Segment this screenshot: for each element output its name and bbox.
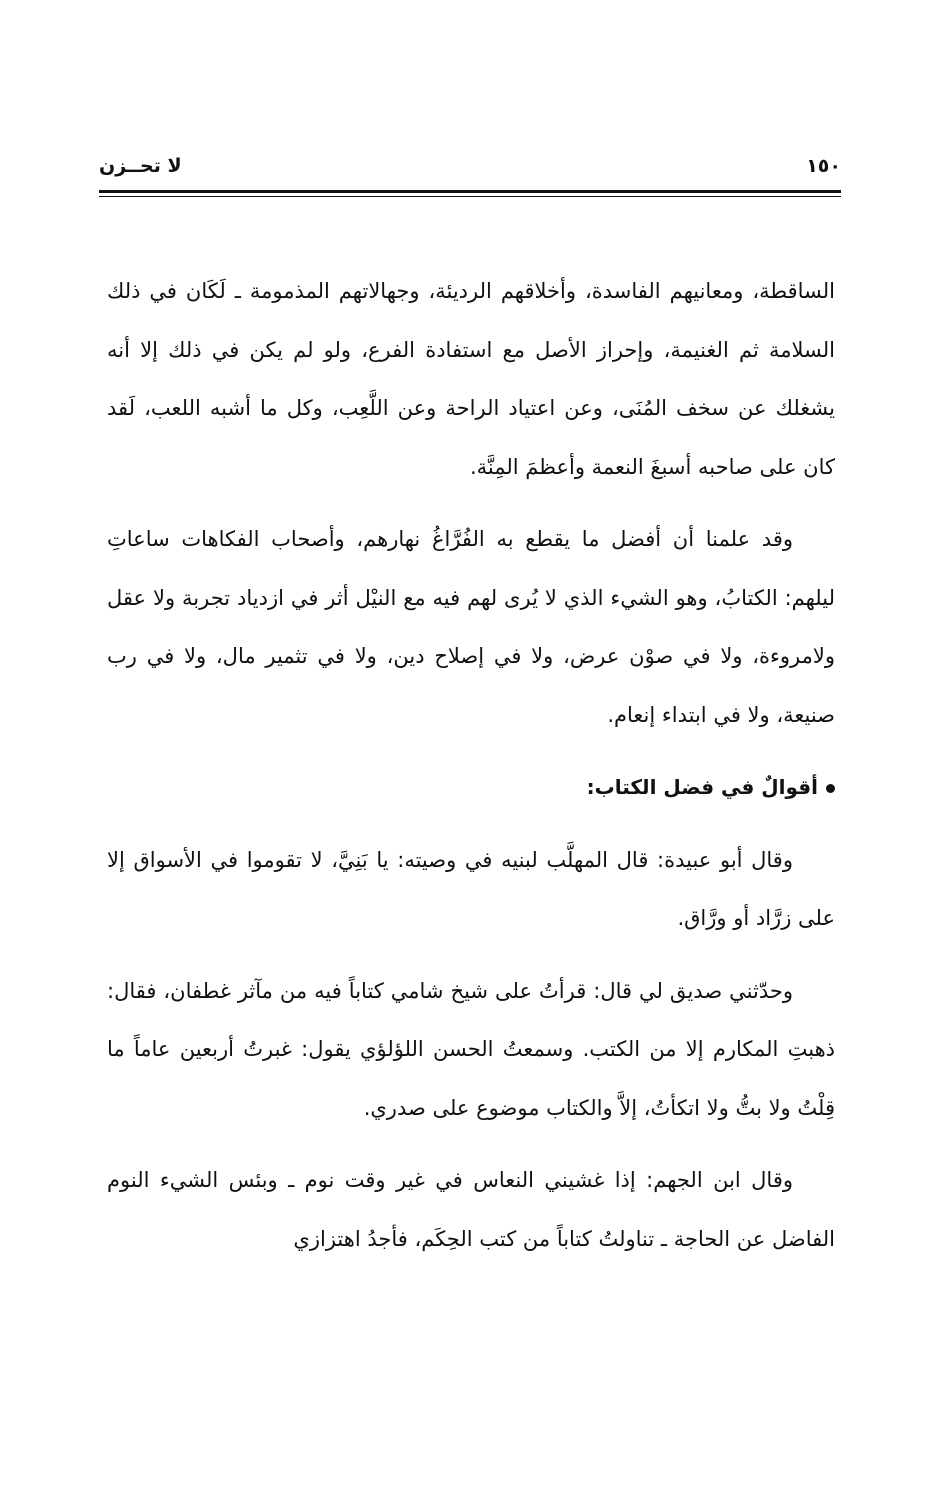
paragraph-3: وقال أبو عبيدة: قال المهلَّب لبنيه في وصيته: يا بَنِيَّ، لا تقوموا في الأسواق إلا على زرَّاد أو ورَّاق. (107, 847, 835, 930)
header-rule-thick (99, 190, 841, 193)
page-body (107, 262, 835, 1282)
paragraph-1: الساقطة، ومعانيهم الفاسدة، وأخلاقهم الرديئة، وجهالاتهم المذمومة ـ لَكَان في ذلك السلامة ثم الغنيمة، وإحراز الأصل مع استفادة الفرع، ولو لم يكن في ذلك إلا أنه يشغلك عن سخف المُنَى، وعن اعتياد الراحة وعن اللَّعِب، وكل ما أشبه اللعب، لَقد كان على صاحبه أسبغَ النعمة وأعظمَ المِنَّة. (107, 279, 835, 479)
page-header (99, 152, 841, 188)
page-number: ١٥٠ (806, 155, 841, 177)
paragraph-2: وقد علمنا أن أفضل ما يقطع به الفُرَّاغُ نهارهم، وأصحاب الفكاهات ساعاتِ ليلهم: الكتابُ، وهو الشيء الذي لا يُرى لهم فيه مع النيْل أثر في ازدياد تجربة ولا عقل ولامروءة، ولا في صوْن عرض، ولا في إصلاح دين، ولا في تثمير مال، ولا في رب صنيعة، ولا في ابتداء إنعام. (107, 527, 835, 727)
paragraph-5: وقال ابن الجهم: إذا غشيني النعاس في غير وقت نوم ـ وبئس الشيء النوم الفاضل عن الحاجة ـ تناولتُ كتاباً من كتب الحِكَم، فأجدُ اهتزازي (107, 1168, 835, 1251)
header-rule-thin (99, 196, 841, 197)
bullet-icon (826, 784, 835, 793)
paragraph-4: وحدّثني صديق لي قال: قرأتُ على شيخ شامي كتاباً فيه من مآثر غطفان، فقال: ذهبتِ المكارم إلا من الكتب. وسمعتُ الحسن اللؤلؤي يقول: غبرتُ أربعين عاماً ما قِلْتُ ولا بتُّ ولا اتكأتُ، إلاَّ والكتاب موضوع على صدري. (107, 978, 835, 1120)
running-title: لا تحــزن (99, 155, 182, 177)
section-heading (107, 758, 835, 817)
section-heading-text: أقوالٌ في فضل الكتاب: (586, 775, 818, 799)
